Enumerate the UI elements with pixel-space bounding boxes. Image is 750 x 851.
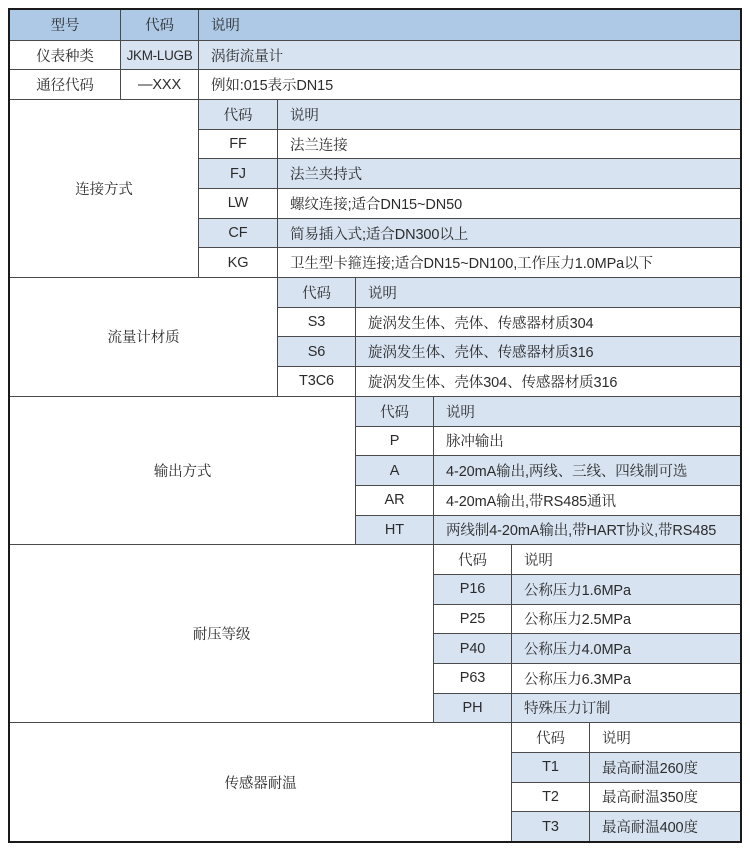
desc-cell: 卫生型卡箍连接;适合DN15~DN100,工作压力1.0MPa以下 — [277, 247, 740, 277]
desc-cell: 公称压力1.6MPa — [511, 574, 740, 604]
desc-cell: 最高耐温400度 — [589, 811, 740, 841]
desc-cell: 两线制4-20mA输出,带HART协议,带RS485 — [433, 515, 740, 545]
code-cell: AR — [355, 485, 433, 515]
desc-cell: 4-20mA输出,带RS485通讯 — [433, 485, 740, 515]
code-cell: P16 — [433, 574, 511, 604]
code-cell: T3C6 — [277, 366, 355, 396]
code-cell: T3 — [511, 811, 589, 841]
code-cell: S6 — [277, 336, 355, 366]
code-cell: P40 — [433, 633, 511, 663]
material-code-header: 代码 — [277, 277, 355, 307]
desc-cell: 旋涡发生体、壳体、传感器材质304 — [355, 307, 740, 337]
code-cell: HT — [355, 515, 433, 545]
desc-cell: 螺纹连接;适合DN15~DN50 — [277, 188, 740, 218]
code-cell: PH — [433, 693, 511, 723]
desc-cell: 特殊压力订制 — [511, 693, 740, 723]
output-code-header: 代码 — [355, 396, 433, 426]
pressure-desc-header: 说明 — [511, 544, 740, 574]
desc-cell: 最高耐温260度 — [589, 752, 740, 782]
desc-cell: 公称压力4.0MPa — [511, 633, 740, 663]
code-cell: P — [355, 426, 433, 456]
product-spec-table — [8, 8, 742, 843]
connection-code-header: 代码 — [198, 99, 277, 129]
code-cell: KG — [198, 247, 277, 277]
pressure-code-header: 代码 — [433, 544, 511, 574]
code-cell: LW — [198, 188, 277, 218]
desc-cell: 4-20mA输出,两线、三线、四线制可选 — [433, 455, 740, 485]
desc-cell: 最高耐温350度 — [589, 782, 740, 812]
connection-desc-header: 说明 — [277, 99, 740, 129]
material-desc-header: 说明 — [355, 277, 740, 307]
code-cell: P25 — [433, 604, 511, 634]
code-cell: T1 — [511, 752, 589, 782]
code-cell: CF — [198, 218, 277, 248]
section-temperature-label: 传感器耐温 — [10, 722, 511, 841]
code-cell: T2 — [511, 782, 589, 812]
section-connection-label: 连接方式 — [10, 99, 198, 277]
section-material-label: 流量计材质 — [10, 277, 277, 396]
desc-header-cell: 说明 — [198, 10, 740, 40]
desc-cell: 脉冲输出 — [433, 426, 740, 456]
code-header-cell: 代码 — [120, 10, 198, 40]
instrument-type-desc: 涡街流量计 — [198, 40, 740, 70]
desc-cell: 公称压力2.5MPa — [511, 604, 740, 634]
desc-cell: 法兰连接 — [277, 129, 740, 159]
diameter-code-label: 通径代码 — [10, 69, 120, 99]
model-header-cell: 型号 — [10, 10, 120, 40]
diameter-code-desc: 例如:015表示DN15 — [198, 69, 740, 99]
temperature-desc-header: 说明 — [589, 722, 740, 752]
code-cell: FF — [198, 129, 277, 159]
code-cell: FJ — [198, 158, 277, 188]
output-desc-header: 说明 — [433, 396, 740, 426]
desc-cell: 法兰夹持式 — [277, 158, 740, 188]
code-cell: S3 — [277, 307, 355, 337]
code-cell: P63 — [433, 663, 511, 693]
desc-cell: 简易插入式;适合DN300以上 — [277, 218, 740, 248]
instrument-type-label: 仪表种类 — [10, 40, 120, 70]
temperature-code-header: 代码 — [511, 722, 589, 752]
section-pressure-label: 耐压等级 — [10, 544, 433, 722]
section-output-label: 输出方式 — [10, 396, 355, 544]
desc-cell: 旋涡发生体、壳体、传感器材质316 — [355, 336, 740, 366]
desc-cell: 旋涡发生体、壳体304、传感器材质316 — [355, 366, 740, 396]
diameter-code-value: —XXX — [120, 69, 198, 99]
instrument-type-code: JKM-LUGB — [120, 40, 198, 70]
code-cell: A — [355, 455, 433, 485]
desc-cell: 公称压力6.3MPa — [511, 663, 740, 693]
